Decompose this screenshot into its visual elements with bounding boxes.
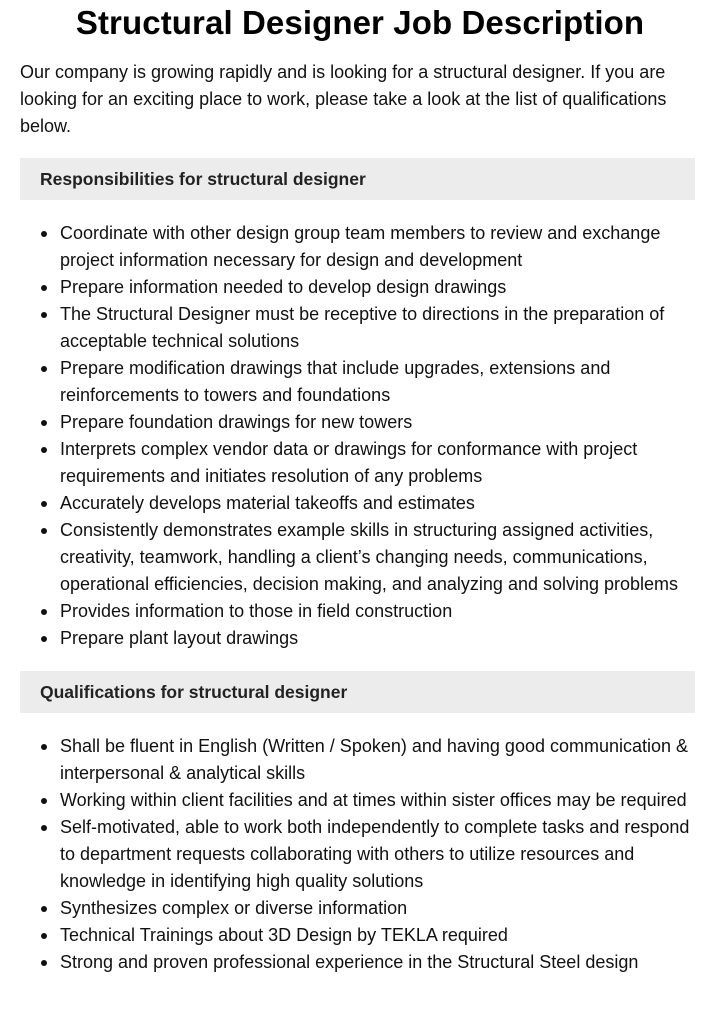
bullet-icon: [41, 933, 47, 939]
list-item: Strong and proven professional experience in the Structural Steel design: [20, 949, 695, 976]
bullet-icon: [41, 231, 47, 237]
list-item: Consistently demonstrates example skills in structuring assigned activities, creativity, teamwork, handling a client’s changing needs, communications, operational efficiencies, decision making, and analyzing and solving problems: [20, 517, 695, 598]
list-item: Technical Trainings about 3D Design by TEKLA required: [20, 922, 695, 949]
bullet-icon: [41, 798, 47, 804]
list-item: Coordinate with other design group team members to review and exchange project information necessary for design and development: [20, 220, 695, 274]
list-item: Prepare foundation drawings for new towers: [20, 409, 695, 436]
job-description-page: [20, 0, 695, 976]
page-title: Structural Designer Job Description: [75, 4, 645, 41]
list-item: The Structural Designer must be receptive to directions in the preparation of acceptable technical solutions: [20, 301, 695, 355]
bullet-icon: [41, 420, 47, 426]
bullet-icon: [41, 285, 47, 291]
list-item: Synthesizes complex or diverse information: [20, 895, 695, 922]
bullet-icon: [41, 744, 47, 750]
list-item: Shall be fluent in English (Written / Spoken) and having good communication & interpersonal & analytical skills: [20, 733, 695, 787]
list-item: Accurately develops material takeoffs and estimates: [20, 490, 695, 517]
list-item: Self-motivated, able to work both independently to complete tasks and respond to department requests collaborating with others to utilize resources and knowledge in identifying high quality solutions: [20, 814, 695, 895]
bullet-icon: [41, 528, 47, 534]
bullet-icon: [41, 447, 47, 453]
bullet-icon: [41, 825, 47, 831]
qualifications-heading: Qualifications for structural designer: [20, 671, 695, 713]
responsibilities-heading: Responsibilities for structural designer: [20, 158, 695, 200]
bullet-icon: [41, 636, 47, 642]
list-item: Prepare modification drawings that include upgrades, extensions and reinforcements to towers and foundations: [20, 355, 695, 409]
qualifications-list: [20, 733, 695, 976]
list-item: Interprets complex vendor data or drawings for conformance with project requirements and initiates resolution of any problems: [20, 436, 695, 490]
list-item: Working within client facilities and at times within sister offices may be required: [20, 787, 695, 814]
bullet-icon: [41, 609, 47, 615]
bullet-icon: [41, 906, 47, 912]
list-item: Prepare information needed to develop design drawings: [20, 274, 695, 301]
bullet-icon: [41, 960, 47, 966]
list-item: Prepare plant layout drawings: [20, 625, 695, 652]
bullet-icon: [41, 501, 47, 507]
bullet-icon: [41, 312, 47, 318]
bullet-icon: [41, 366, 47, 372]
list-item: Provides information to those in field construction: [20, 598, 695, 625]
intro-paragraph: Our company is growing rapidly and is looking for a structural designer. If you are looking for an exciting place to work, please take a look at the list of qualifications below.: [20, 62, 667, 136]
responsibilities-list: [20, 220, 695, 652]
